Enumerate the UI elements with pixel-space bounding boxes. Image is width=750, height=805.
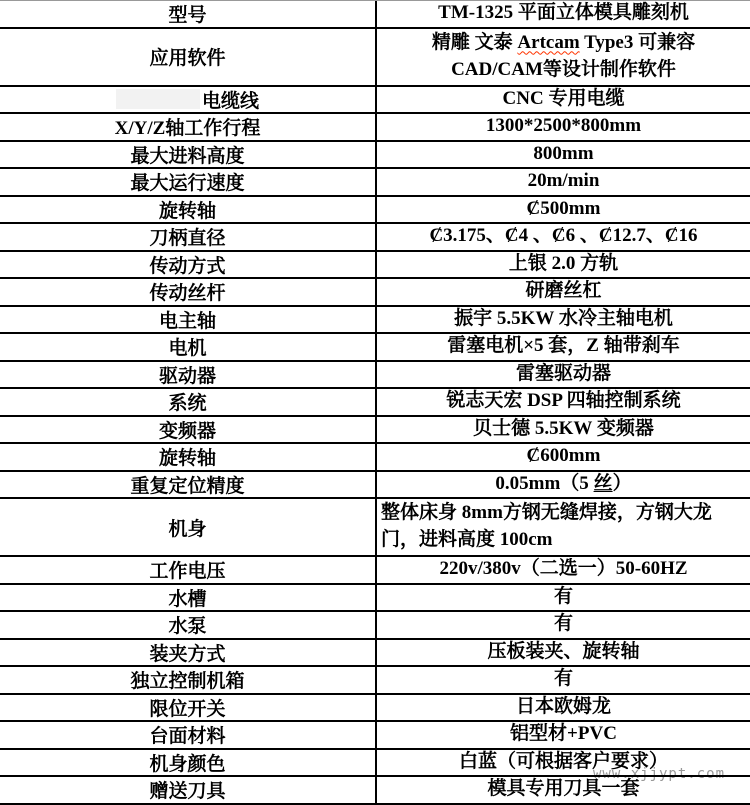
spec-name: 最大运行速度 [130, 173, 245, 195]
spec-name-inner [149, 556, 225, 583]
spec-name-inner [159, 416, 216, 443]
table-row [0, 750, 750, 778]
spec-name: 水泵 [168, 616, 207, 638]
spec-name-cell [0, 87, 377, 113]
table-row [0, 444, 750, 472]
spec-name-inner [149, 694, 225, 721]
table-row [0, 417, 750, 445]
spec-name-cell [0, 169, 377, 195]
spec-name: 旋转轴 [158, 200, 216, 222]
table-row [0, 695, 750, 723]
spec-value-line [495, 472, 631, 498]
spec-value-line: 上银 2.0 方轨 [508, 252, 619, 274]
spec-name-cell [0, 722, 377, 748]
spec-name-cell [0, 472, 377, 498]
spec-name-cell [0, 417, 377, 443]
spec-name-cell [0, 612, 377, 638]
spec-name-cell [0, 29, 377, 85]
spec-value-cell [377, 585, 750, 611]
table-row [0, 169, 750, 197]
spec-value-line: 白蓝（可根据客户要求） [458, 750, 668, 772]
spec-value-cell [377, 252, 750, 278]
spec-name-inner [149, 43, 225, 70]
spec-name-cell [0, 334, 377, 360]
spec-name: 赠送刀具 [149, 781, 226, 803]
spec-value-cell [377, 557, 750, 583]
spec-name-inner [149, 278, 225, 305]
spec-value-line: 雷塞电机×5 套，Z 轴带刹车 [447, 335, 680, 357]
spec-value-cell [377, 29, 750, 85]
spec-name-inner [168, 514, 206, 541]
spec-value-line: 研磨丝杠 [525, 280, 602, 302]
spec-value-line: 门，进料高度 100cm [381, 529, 553, 550]
spec-value-line: 日本欧姆龙 [515, 695, 611, 717]
spec-value-line: 20m/min [527, 170, 600, 192]
spec-name-cell [0, 750, 377, 776]
spec-value-cell [377, 750, 750, 776]
spec-name: 水槽 [168, 588, 207, 610]
spec-name: 电主轴 [158, 310, 216, 332]
spec-name-inner [168, 0, 206, 27]
spec-value-cell [377, 612, 750, 638]
table-row [0, 87, 750, 115]
spec-name-inner [159, 361, 216, 388]
spec-name-inner [116, 86, 259, 113]
spec-name-cell [0, 307, 377, 333]
table-row [0, 334, 750, 362]
table-row [0, 252, 750, 280]
spec-name-inner [168, 584, 206, 611]
spec-value-cell [377, 499, 750, 555]
table-row [0, 1, 750, 29]
spec-value-line: Ȼ600mm [526, 445, 601, 467]
spec-name-cell [0, 557, 377, 583]
spellcheck-underline: Artcam [517, 31, 580, 53]
spec-value-cell [377, 362, 750, 388]
spec-name-cell [0, 252, 377, 278]
spec-value-cell [377, 722, 750, 748]
table-row [0, 389, 750, 417]
spec-name: 最大进料高度 [130, 145, 245, 167]
table-row [0, 499, 750, 557]
spec-name-cell [0, 640, 377, 666]
spec-name: 应用软件 [149, 48, 226, 69]
spec-name-cell [0, 362, 377, 388]
spec-name-inner [168, 388, 206, 415]
table-row [0, 722, 750, 750]
spec-name: 机身颜色 [149, 753, 226, 775]
table-row [0, 612, 750, 640]
spec-name-cell [0, 279, 377, 305]
watermark-text: www.xjjypt.com [593, 766, 726, 782]
spec-name-inner [130, 471, 244, 498]
spec-name: 限位开关 [149, 698, 226, 720]
spec-value-line: 1300*2500*800mm [485, 115, 642, 137]
spec-name-cell [0, 1, 377, 27]
table-row [0, 142, 750, 170]
spec-name-inner [168, 611, 206, 638]
spec-name: 电缆线 [201, 90, 259, 112]
spec-name-cell [0, 499, 377, 555]
value-text: 精雕 文泰 [431, 31, 518, 53]
spec-value-line: 模具专用刀具一套 [487, 778, 640, 800]
spec-name-inner [168, 333, 206, 360]
spec-name-cell [0, 667, 377, 693]
spec-name-inner [149, 251, 225, 278]
spec-name: 型号 [168, 5, 207, 27]
spec-table-rows [0, 1, 750, 805]
spec-value-cell [377, 197, 750, 223]
spec-value-cell [377, 307, 750, 333]
spec-name-inner [130, 141, 244, 168]
spec-value-line: 800mm [533, 142, 594, 164]
spec-name-cell [0, 142, 377, 168]
spec-name-cell [0, 585, 377, 611]
table-row [0, 197, 750, 225]
spec-name-inner [149, 749, 225, 776]
spec-name: 旋转轴 [158, 448, 216, 470]
spec-name-cell [0, 444, 377, 470]
spec-value-cell [377, 389, 750, 415]
underlined-text: 丝 [593, 472, 613, 494]
spec-value-cell [377, 1, 750, 27]
spec-name: 刀柄直径 [149, 228, 226, 250]
spec-name-inner [149, 223, 225, 250]
spec-value-line: 有 [553, 613, 573, 635]
spec-name-cell [0, 389, 377, 415]
spec-value-line: Ȼ3.175、Ȼ4 、Ȼ6 、Ȼ12.7、Ȼ16 [429, 225, 698, 247]
spec-name-cell [0, 224, 377, 250]
spec-value-line: 有 [553, 585, 573, 607]
spec-value-cell [377, 114, 750, 140]
spec-value-line: TM-1325 平面立体模具雕刻机 [438, 2, 689, 24]
spec-name: 电机 [168, 338, 207, 360]
spec-value-cell [377, 87, 750, 113]
spec-value-line [432, 30, 695, 57]
spec-value-line: 雷塞驱动器 [515, 362, 611, 384]
spec-value-line: 有 [553, 668, 573, 690]
spec-name-cell [0, 197, 377, 223]
spec-name: 台面材料 [149, 726, 226, 748]
spec-name-inner [130, 168, 244, 195]
spec-value-line: 整体床身 8mm方钢无缝焊接，方钢大龙 [381, 502, 712, 524]
spec-name: 工作电压 [149, 561, 226, 583]
spec-value-line: 贝士德 5.5KW 变频器 [473, 417, 654, 439]
spec-value-cell [377, 142, 750, 168]
spec-name: 机身 [168, 518, 207, 540]
spec-value-line: 振宇 5.5KW 水冷主轴电机 [454, 307, 673, 329]
spec-name: 重复定位精度 [130, 475, 245, 497]
label-highlight-block [116, 89, 200, 109]
value-text: Type3 可兼容 [579, 31, 696, 53]
table-row [0, 667, 750, 695]
spec-value-cell [377, 444, 750, 470]
spec-name: 驱动器 [158, 365, 216, 387]
table-row [0, 585, 750, 613]
spec-value-line: Ȼ500mm [526, 197, 601, 219]
spec-name: 独立控制机箱 [130, 671, 245, 693]
spec-value-cell [377, 279, 750, 305]
spec-name-inner [159, 306, 216, 333]
spec-value-line: CAD/CAM等设计制作软件 [451, 58, 676, 80]
spec-name: 变频器 [158, 420, 216, 442]
spec-value-cell [377, 777, 750, 803]
spec-value-cell [377, 640, 750, 666]
spec-value-line: 压板装夹、旋转轴 [487, 640, 640, 662]
spec-name: 传动方式 [149, 255, 226, 277]
spec-value-line: CNC 专用电缆 [502, 87, 625, 109]
table-row [0, 29, 750, 87]
table-row [0, 307, 750, 335]
value-text: 0.05mm（5 [495, 472, 594, 494]
table-row [0, 777, 750, 805]
table-row [0, 279, 750, 307]
spec-name-inner [130, 666, 244, 693]
spec-value-cell [377, 169, 750, 195]
spec-value-cell [377, 472, 750, 498]
spec-name-inner [159, 443, 216, 470]
spec-name-cell [0, 695, 377, 721]
spec-name-cell [0, 114, 377, 140]
spec-name-inner [159, 196, 216, 223]
spec-value-cell [377, 667, 750, 693]
table-row [0, 640, 750, 668]
spec-name-inner [115, 113, 261, 140]
spec-value-line: 铝型材+PVC [510, 723, 617, 745]
spec-name: 装夹方式 [149, 643, 226, 665]
value-text: ） [612, 472, 632, 494]
spec-value-line: 锐志天宏 DSP 四轴控制系统 [446, 390, 681, 412]
spec-value-cell [377, 224, 750, 250]
table-row [0, 557, 750, 585]
table-row [0, 114, 750, 142]
spec-name: X/Y/Z轴工作行程 [114, 118, 261, 140]
table-row [0, 472, 750, 500]
spec-value-line: 220v/380v（二选一）50-60HZ [439, 558, 688, 580]
spec-name-cell [0, 777, 377, 803]
spec-name-inner [149, 776, 225, 803]
spec-value-cell [377, 334, 750, 360]
table-row [0, 224, 750, 252]
table-row [0, 362, 750, 390]
spec-name-inner [149, 721, 225, 748]
spec-value-cell [377, 695, 750, 721]
spec-name-inner [149, 639, 225, 666]
spec-value-cell [377, 417, 750, 443]
spec-name: 传动丝杆 [149, 283, 226, 305]
spec-name: 系统 [168, 393, 207, 415]
